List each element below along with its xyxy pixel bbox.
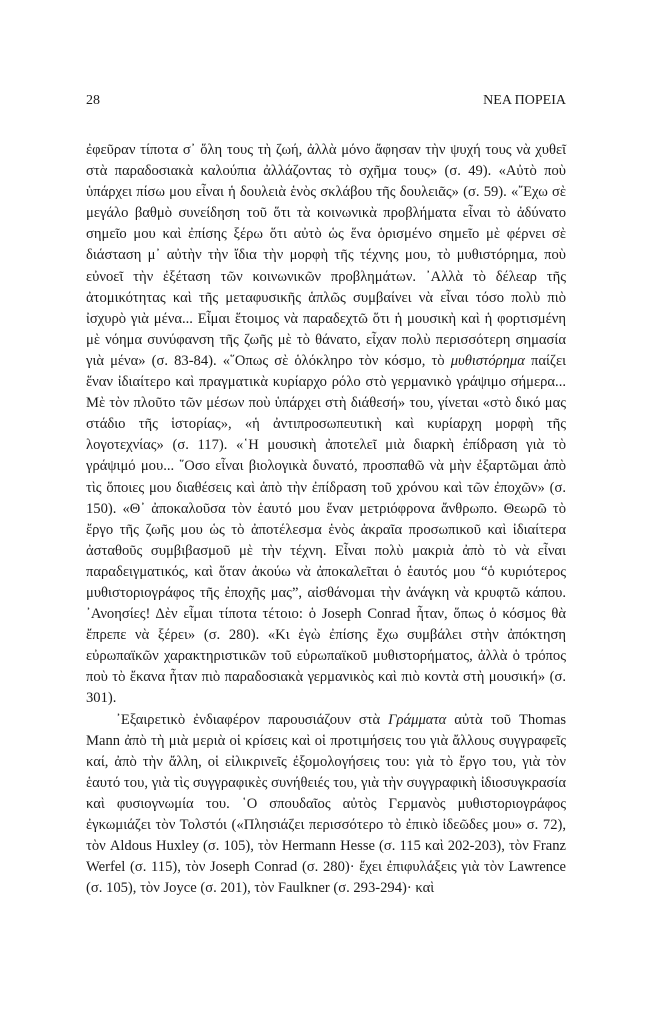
paragraph-1-text-b: παίζει ἕναν ἰδιαίτερο καὶ πραγματικὰ κυρίαρχο ρόλο στὸ γερμανικὸ γράψιμο σήμερα... Μὲ τὸν πλοῦτο τῶν μέσων ποὺ ὑπάρχει στὴ διάθεσή» του, γίνεται «στὸ δικό μας στάδιο τῆς ἱστορίας», «ἡ ἀντιπροσωπευτικὴ καὶ κυρίαρχη μορφὴ τῆς λογοτεχνίας» (σ. 117). «῾Η μουσικὴ ἀποτελεῖ μιὰ διαρκὴ ἐπίδραση γιὰ τὸ γράψιμό μου... ῞Οσο εἶναι βιολογικὰ δυνατό, προσπαθῶ νὰ μὴν ἐξαρτῶμαι ἀπὸ τὶς ὅποιες μου διαθέσεις καὶ ἀπὸ τὴν ἐπίδραση τοῦ χρόνου καὶ τῶν ἐποχῶν» (σ. 150). «Θ᾽ ἀποκαλοῦσα τὸν ἑαυτό μου ἕναν μετριόφρονα ἄνθρωπο. Θεωρῶ τὸ ἔργο τῆς ζωῆς μου ὡς τὸ ἀποτέλεσμα ἑνὸς ἀκραῖα προσωπικοῦ καὶ ἰδιαίτερα ἀσταθοῦς συμβιβασμοῦ μὲ τὴν τέχνη. Εἶναι πολὺ μακριὰ ἀπὸ τὸ νὰ εἶναι παραδειγματικός, καὶ ὅταν ἀκούω νὰ ἀποκαλεῖται ὁ ἑαυτός μου “ὁ κυριότερος μυθιστοριογράφος τῆς ἐποχῆς μας”, αἰσθάνομαι τὴν ἀνάγκη νὰ κρυφτῶ κάπου. ᾽Ανοησίες! Δὲν εἶμαι τίποτα τέτοιο: ὁ Joseph Conrad ἦταν, ὅπως ὁ κόσμος θὰ ἔπρεπε νὰ ξέρει» (σ. 280). «Κι ἐγὼ ἐπίσης ἔχω συμβάλει στὴν ἀπόκτηση εὐρωπαϊκῶν χαρακτηριστικῶν τοῦ εὐρωπαϊκοῦ μυθιστορήματος, ἀλλὰ ὁ τρόπος ποὺ τὸ ἔκανα ἦταν πιὸ παραδοσιακὰ γερμανικὸς καὶ πιὸ κοντὰ στὴ μουσική» (σ. 301). <box>86 352 567 707</box>
italic-title-grammata: Γράμματα <box>388 711 447 728</box>
paragraph-2-text-b: αὐτὰ τοῦ Thomas Mann ἀπὸ τὴ μιὰ μεριὰ οἱ κρίσεις καὶ οἱ προτιμήσεις του γιὰ ἄλλους συγγραφεῖς καί, ἀπὸ τὴν ἄλλη, οἱ εἰλικρινεῖς ἐξομολογήσεις του: γιὰ τὸ ἔργο του, γιὰ τὸν ἑαυτό του, γιὰ τὶς συγγραφικὲς συνήθειές του, γιὰ τὴν συγγραφικὴ ἰδιοσυγκρασία καὶ φυσιογνωμία του. ῾Ο σπουδαῖος αὐτὸς Γερμανὸς μυθιστοριογράφος ἐγκωμιάζει τὸν Τολστόι («Πλησιάζει περισσότερο τὸ ἐπικὸ ἰδεῶδες μου» σ. 72), τὸν Aldous Huxley (σ. 105), τὸν Hermann Hesse (σ. 115 καὶ 202-203), τὸν Franz Werfel (σ. 115), τὸν Joseph Conrad (σ. 280)· ἔχει ἐπιφυλάξεις γιὰ τὸν Lawrence (σ. 105), τὸν Joyce (σ. 201), τὸν Faulkner (σ. 293-294)· καὶ <box>86 711 567 897</box>
running-title: ΝΕΑ ΠΟΡΕΙΑ <box>483 93 566 108</box>
paragraph-1 <box>86 140 566 710</box>
paragraph-2 <box>86 710 566 900</box>
page-header <box>86 93 566 109</box>
italic-term-mythistorima: μυθιστόρημα <box>450 352 525 369</box>
paragraph-2-text-a: ᾽Εξαιρετικὸ ἐνδιαφέρον παρουσιάζουν στὰ <box>116 711 389 728</box>
paragraph-1-text-a: ἐφεῦραν τίποτα σ᾽ ὅλη τους τὴ ζωή, ἀλλὰ μόνο ἄφησαν τὴν ψυχή τους νὰ χυθεῖ στὰ παραδοσιακὰ καλούπια ἀλλάζοντας τὸ σχῆμα τους» (σ. 49). «Αὐτὸ ποὺ ὑπάρχει πίσω μου εἶναι ἡ δουλειὰ ἑνὸς σκλάβου τῆς δουλειᾶς» (σ. 59). «῎Εχω σὲ μεγάλο βαθμὸ συνείδηση τοῦ ὅτι τὰ κοινωνικὰ προβλήματα εἶναι τὸ ἀδύνατο σημεῖο μου καὶ ἐπίσης ξέρω ὅτι αὐτὸ ὡς ἕνα ὁρισμένο σημεῖο μὲ φέρνει σὲ διάσταση μ᾽ αὐτὴν τὴν ἴδια τὴν μορφὴ τῆς τέχνης μου, τὸ μυθιστόρημα, ποὺ εὐνοεῖ τὴν ἐξέταση τῶν κοινωνικῶν προβλημάτων. ᾽Αλλὰ τὸ δέλεαρ τῆς ἀτομικότητας καὶ τῆς μεταφυσικῆς ἁπλῶς συμβαίνει νὰ εἶναι τόσο πολὺ πιὸ ἰσχυρὸ γιὰ μένα... Εἶμαι ἕτοιμος νὰ παραδεχτῶ ὅτι ἡ μουσικὴ καὶ ἡ φορτισμένη μὲ νόημα συνύφανση τῆς ζωῆς μὲ τὸ θάνατο, εἶχαν πολὺ περισσότερη σημασία γιὰ μένα» (σ. 83-84). «῞Οπως σὲ ὁλόκληρο τὸν κόσμο, τὸ <box>86 142 566 369</box>
page-number: 28 <box>86 93 100 108</box>
body-text <box>86 140 566 899</box>
